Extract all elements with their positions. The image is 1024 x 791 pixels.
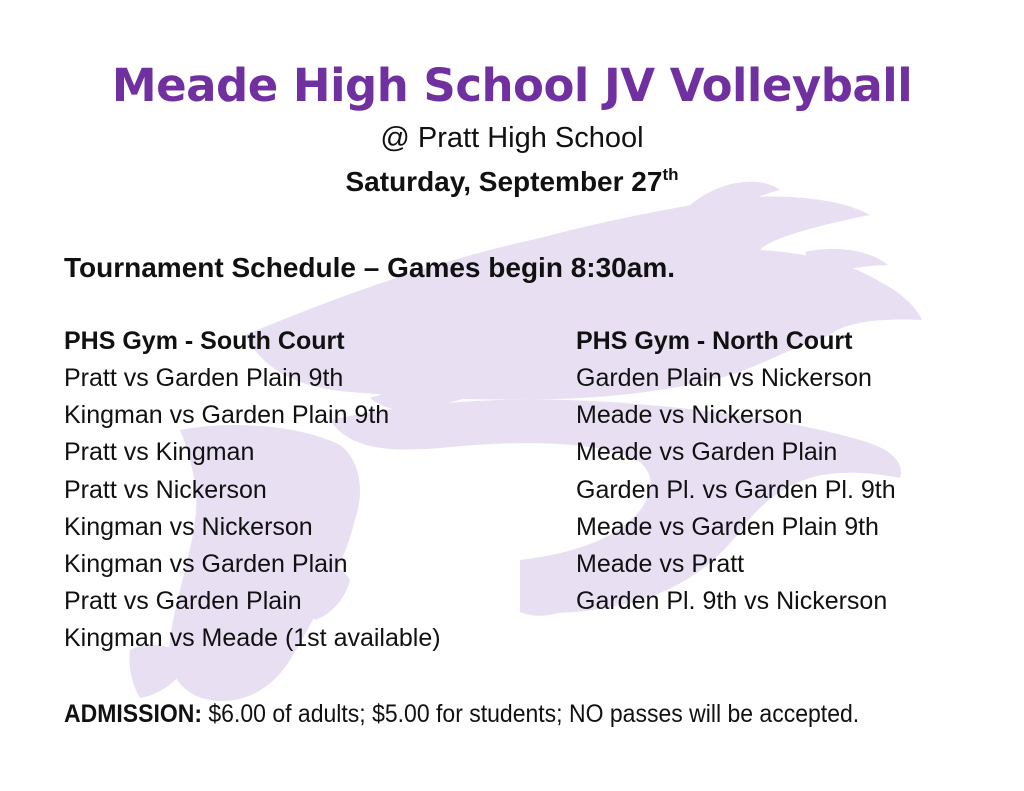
south-game-item: Pratt vs Garden Plain: [64, 587, 302, 616]
event-date-main: Saturday, September 27: [345, 166, 663, 197]
north-court-heading: PHS Gym - North Court: [576, 327, 853, 355]
south-court-column: [64, 323, 441, 658]
south-game-item: Kingman vs Garden Plain 9th: [64, 401, 390, 430]
south-game-item: Pratt vs Nickerson: [64, 475, 267, 504]
venue-line: @ Pratt High School: [380, 122, 644, 154]
schedule-heading: Tournament Schedule – Games begin 8:30am.: [64, 252, 675, 283]
north-game-item: Meade vs Pratt: [576, 549, 745, 578]
south-court-heading: PHS Gym - South Court: [64, 327, 345, 355]
north-game-item: Garden Plain vs Nickerson: [576, 364, 872, 392]
north-game-item: Meade vs Garden Plain: [576, 438, 838, 467]
admission-text: $6.00 of adults; $5.00 for students; NO passes will be accepted.: [202, 700, 860, 728]
north-game-item: Meade vs Garden Plain 9th: [576, 512, 879, 541]
south-game-item: Kingman vs Nickerson: [64, 512, 313, 541]
admission-label: ADMISSION:: [64, 700, 202, 728]
south-game-item: Kingman vs Garden Plain: [64, 549, 348, 578]
admission-info: [64, 697, 859, 731]
north-game-item: Garden Pl. vs Garden Pl. 9th: [576, 475, 896, 504]
event-date-suffix: th: [662, 165, 679, 184]
north-game-item: Meade vs Nickerson: [576, 401, 803, 430]
north-court-column: [576, 323, 896, 620]
south-game-item: Kingman vs Meade (1st available): [64, 624, 441, 653]
page-title: Meade High School JV Volleyball: [111, 59, 913, 112]
south-game-item: Pratt vs Garden Plain 9th: [64, 364, 344, 392]
south-game-item: Pratt vs Kingman: [64, 438, 255, 467]
event-date: [0, 164, 1024, 200]
north-game-item: Garden Pl. 9th vs Nickerson: [576, 587, 888, 616]
